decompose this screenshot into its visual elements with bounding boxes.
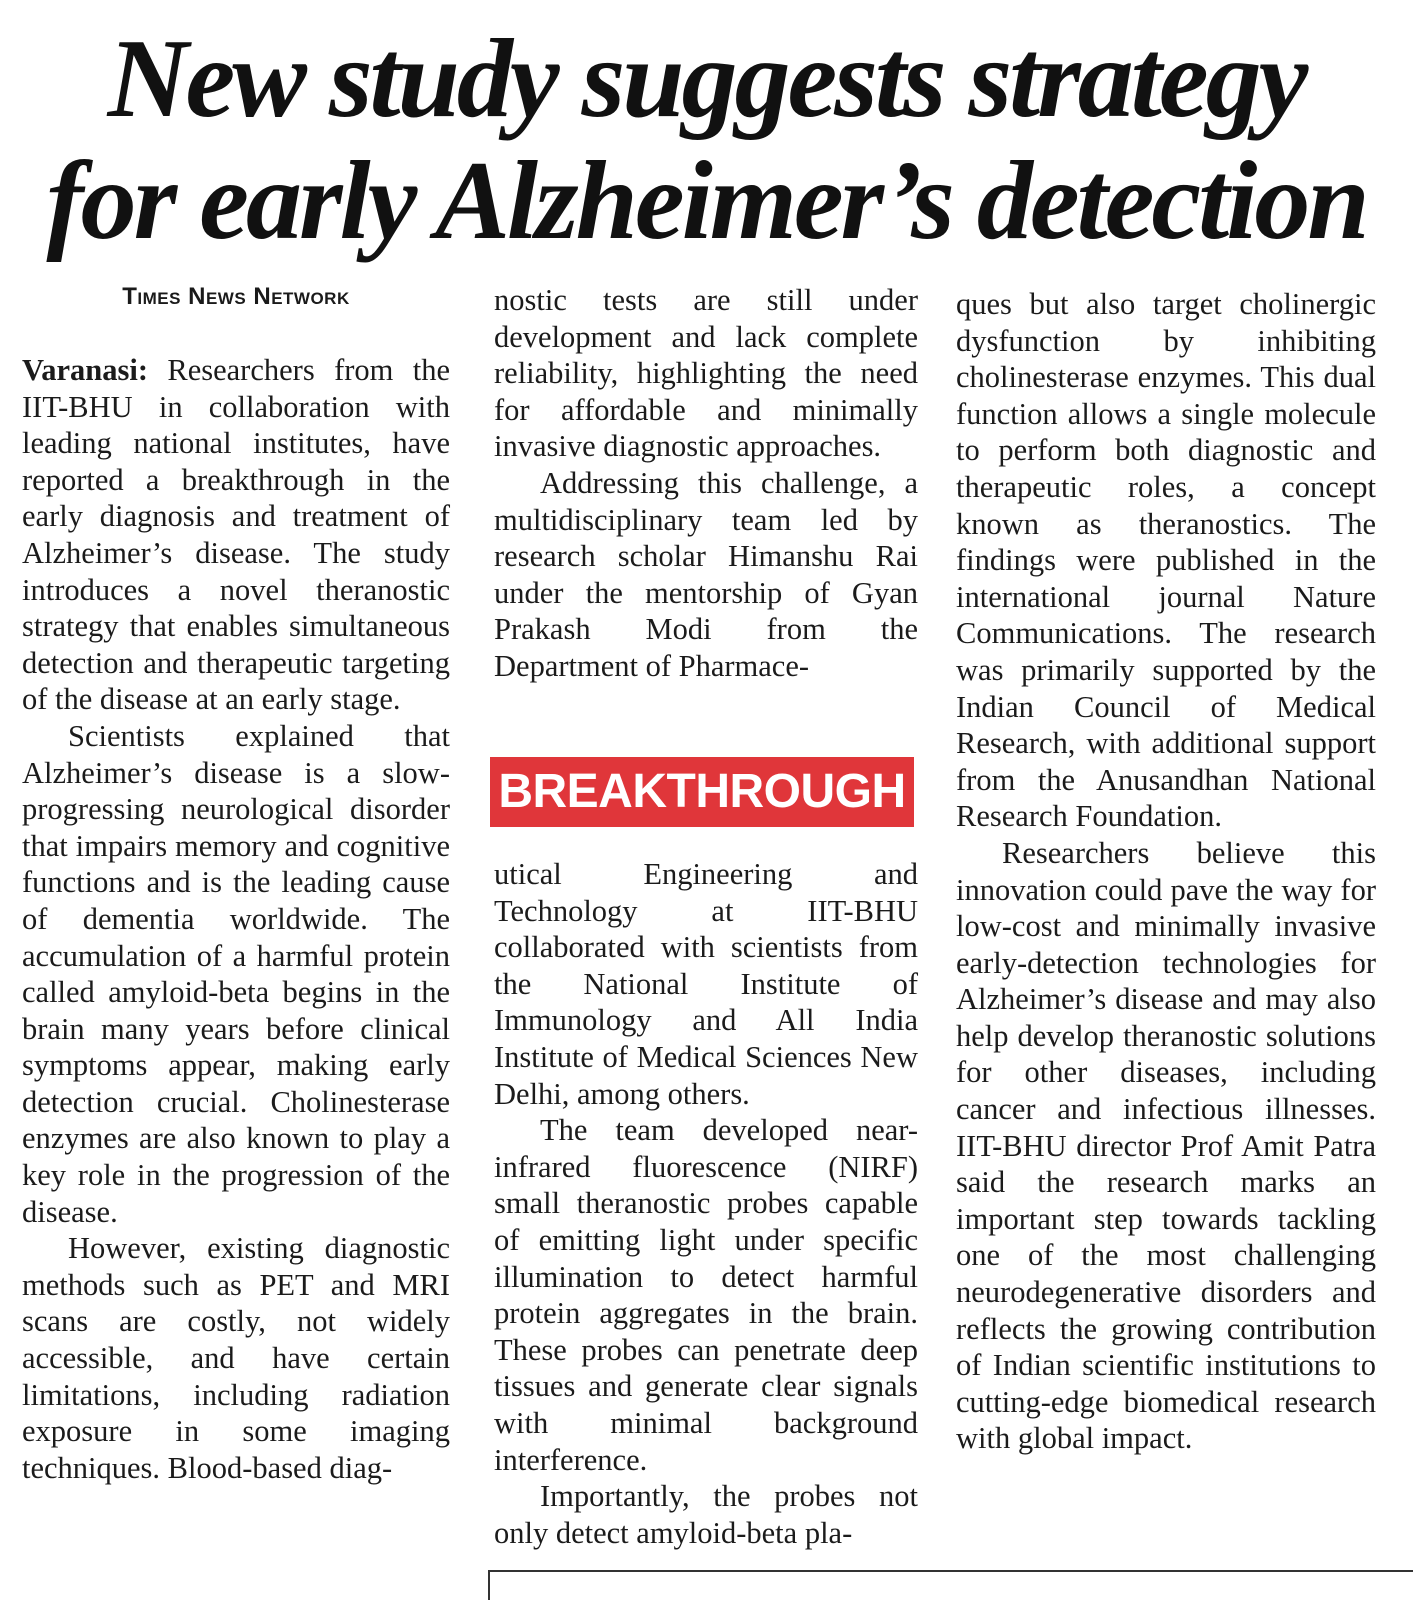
paragraph-6-continued: ques but also target cholinergic dysfunction by inhibiting cholinesterase enzymes. This dual function allows a single molecule to perform both diagnostic and therapeutic roles, a concept known as theranostics. The findings were published in the international journal Nature Communications. The research was primarily supported by the Indian Council of Medical Research, with additional support from the Anusandhan National Research Foundation.: [956, 287, 1376, 834]
column-3: [956, 286, 1376, 1457]
paragraph-7: Researchers believe this innovation could pave the way for low-cost and minimally invasive early-detection technologies for Alzheimer’s disease and may also help develop theranostic solutions for other diseases, including cancer and infectious illnesses. IIT-BHU director Prof Amit Patra said the research marks an important step towards tackling one of the most challenging neurodegenerative disorders and reflects the growing contribution of Indian scientific institutions to cutting-edge biomedical research with global impact.: [956, 835, 1376, 1456]
headline: [0, 18, 1413, 262]
paragraph-4: Addressing this challenge, a multidisciplinary team led by research scholar Himanshu Rai under the mentorship of Gyan Prakash Modi from the Department of Pharmace-: [494, 465, 918, 683]
byline: Times News Network: [122, 283, 350, 310]
dateline: Varanasi:: [22, 353, 148, 387]
paragraph-4-continued: utical Engineering and Technology at IIT-BHU collaborated with scientists from the National Institute of Immunology and All India Institute of Medical Sciences New Delhi, among others.: [494, 857, 918, 1111]
paragraph-6: Importantly, the probes not only detect amyloid-beta pla-: [494, 1479, 918, 1550]
paragraph-3: However, existing diagnostic methods such as PET and MRI scans are costly, not widely accessible, and have certain limitations, including radiation exposure in some imaging techniques. Blood-based diag-: [22, 1231, 450, 1485]
column-2-lower: [494, 856, 918, 1551]
column-1: [22, 282, 450, 1486]
breakthrough-tag: BREAKTHROUGH: [490, 757, 914, 827]
paragraph-2: Scientists explained that Alzheimer’s disease is a slow-progressing neurological disorder that impairs memory and cognitive functions and is the leading cause of dementia worldwide. The accumulation of a harmful protein called amyloid-beta begins in the brain many years before clinical symptoms appear, making early detection crucial. Cholinesterase enzymes are also known to play a key role in the progression of the disease.: [22, 718, 450, 1229]
bottom-box-rule: [488, 1570, 1413, 1600]
paragraph-1-text: Researchers from the IIT-BHU in collaboration with leading national institutes, have reported a breakthrough in the early diagnosis and treatment of Alzheimer’s disease. The study introduces a novel theranostic strategy that enables simultaneous detection and therapeutic targeting of the disease at an early stage.: [22, 353, 450, 717]
headline-line-2: for early Alzheimer’s detection: [46, 139, 1367, 263]
paragraph-1: [22, 352, 450, 718]
paragraph-5: The team developed near-infrared fluorescence (NIRF) small theranostic probes capable of emitting light under specific illumination to detect harmful protein aggregates in the brain. These probes can penetrate deep tissues and generate clear signals with minimal background interference.: [494, 1113, 918, 1477]
paragraph-3-continued: nostic tests are still under development and lack complete reliability, highlighting the need for affordable and minimally invasive diagnostic approaches.: [494, 283, 918, 464]
column-2: [494, 282, 918, 685]
headline-line-1: New study suggests strategy: [107, 17, 1306, 141]
